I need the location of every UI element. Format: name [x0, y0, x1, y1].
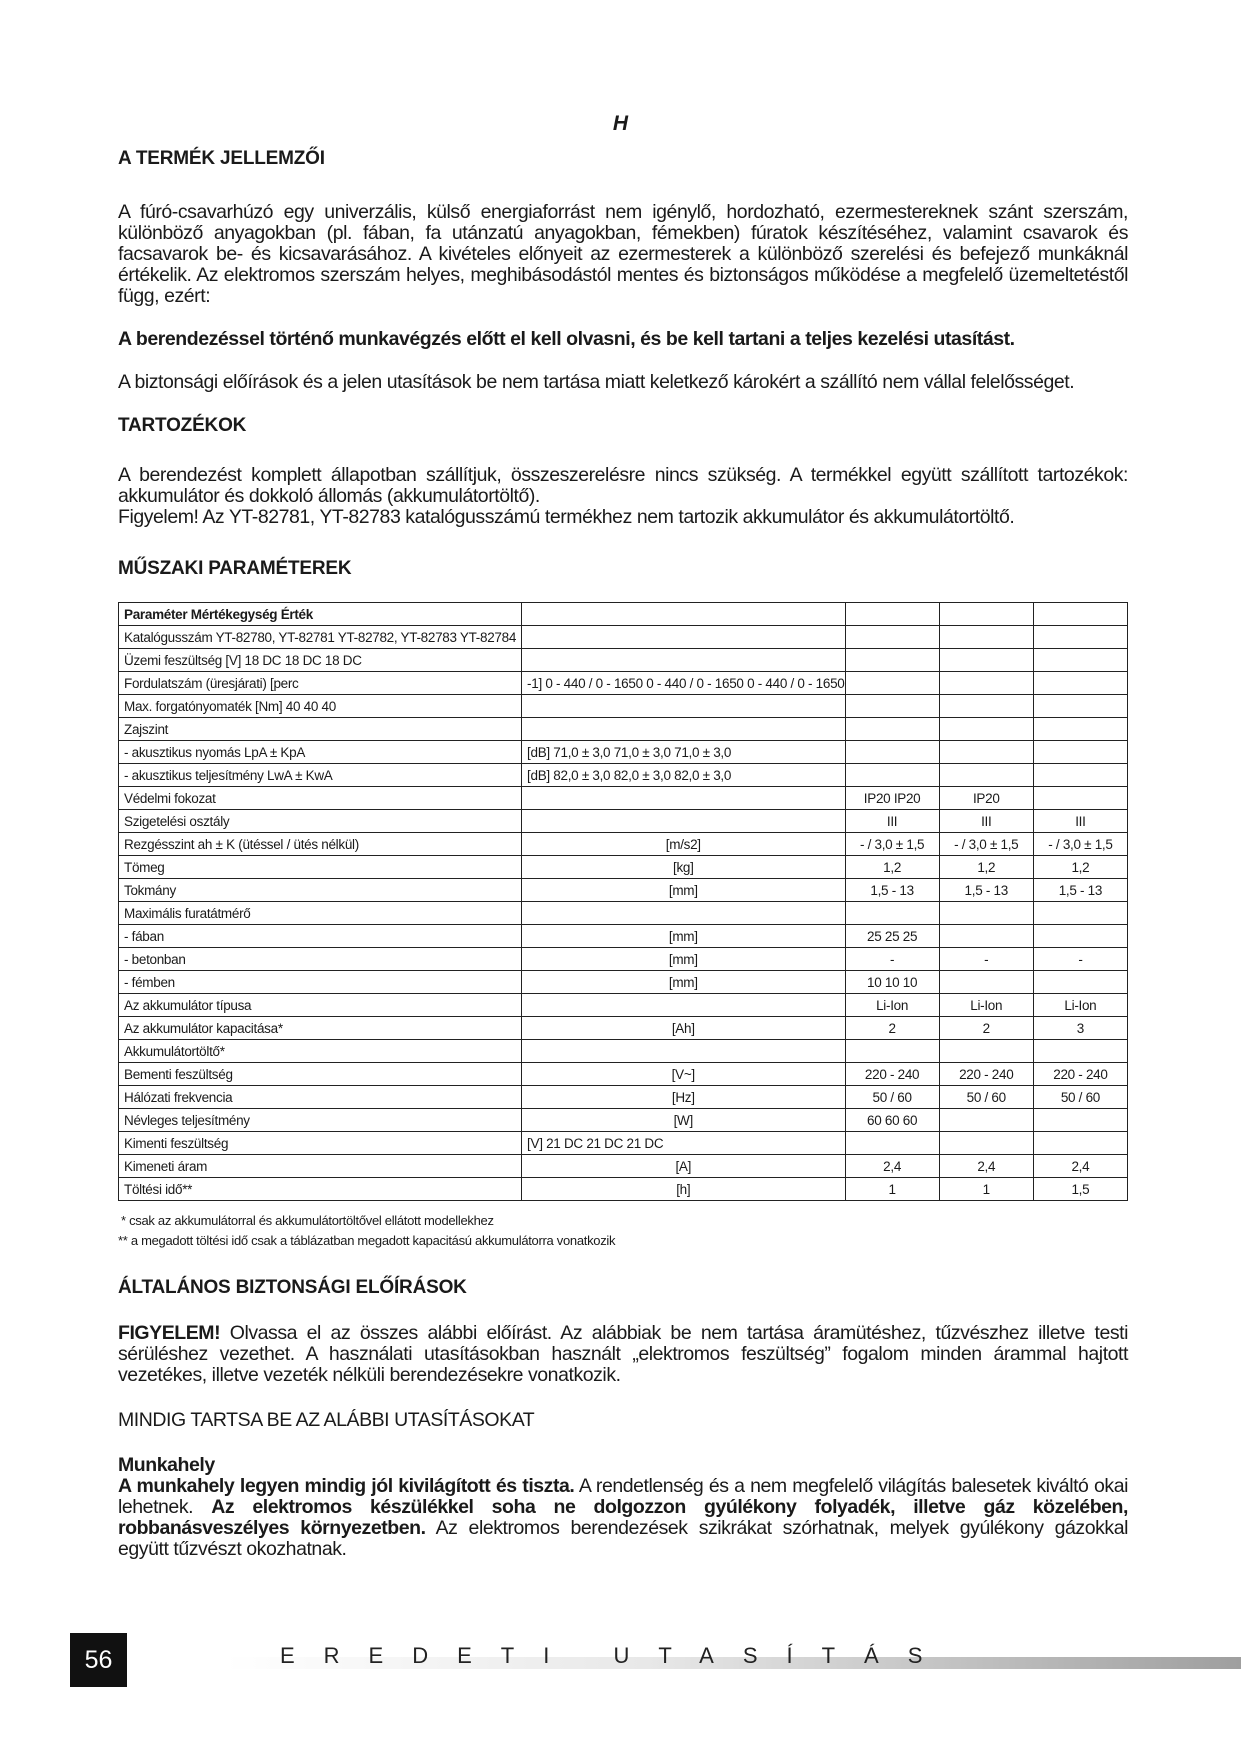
product-warning: A berendezéssel történő munkavégzés előtt el kell olvasni, és be kell tartani a teljes kezelési utasítást.	[118, 328, 1015, 350]
table-cell: Szigetelési osztály	[119, 810, 522, 833]
table-cell: [mm]	[522, 925, 845, 948]
safety-warning-text: Olvassa el az összes alábbi előírást. Az alábbiak be nem tartása áramütéshez, tűzvészhez illetve testi sérüléshez vezethet. A használati utasításokban használt „elektromos feszültség” fogalom minden árammal hajtott vezetékes, illetve vezeték nélküli berendezésekre vonatkozik.	[118, 1322, 1128, 1386]
table-cell: - akusztikus nyomás LpA ± KpA	[119, 741, 522, 764]
table-row	[119, 856, 1128, 879]
table-cell: 3	[1033, 1017, 1127, 1040]
table-cell	[845, 626, 939, 649]
table-row	[119, 1063, 1128, 1086]
table-cell: Li-Ion	[939, 994, 1033, 1017]
table-cell	[522, 649, 845, 672]
table-cell: Védelmi fokozat	[119, 787, 522, 810]
table-cell	[1033, 971, 1127, 994]
table-cell: 1,5 - 13	[1033, 879, 1127, 902]
table-cell: Kimeneti áram	[119, 1155, 522, 1178]
table-cell	[1033, 603, 1127, 626]
table-cell	[845, 603, 939, 626]
table-cell	[939, 672, 1033, 695]
table-cell	[522, 810, 845, 833]
table-cell: 1	[939, 1178, 1033, 1201]
table-cell: Li-Ion	[845, 994, 939, 1017]
table-cell	[939, 971, 1033, 994]
table-cell: 50 / 60	[845, 1086, 939, 1109]
table-row	[119, 902, 1128, 925]
table-cell: [mm]	[522, 879, 845, 902]
table-row	[119, 1017, 1128, 1040]
table-cell: 1,2	[1033, 856, 1127, 879]
table-row	[119, 1040, 1128, 1063]
table-cell: 1,2	[939, 856, 1033, 879]
table-cell	[939, 649, 1033, 672]
table-cell: Üzemi feszültség [V] 18 DC 18 DC 18 DC	[119, 649, 522, 672]
table-cell: 50 / 60	[939, 1086, 1033, 1109]
table-cell: [mm]	[522, 971, 845, 994]
table-cell: [dB] 71,0 ± 3,0 71,0 ± 3,0 71,0 ± 3,0	[522, 741, 845, 764]
table-cell: Kimenti feszültség	[119, 1132, 522, 1155]
table-cell	[522, 603, 845, 626]
page-content	[118, 148, 1128, 1560]
accessories-title: TARTOZÉKOK	[118, 415, 247, 436]
table-cell	[939, 764, 1033, 787]
table-row	[119, 1086, 1128, 1109]
table-cell	[939, 695, 1033, 718]
table-cell: Hálózati frekvencia	[119, 1086, 522, 1109]
table-cell	[522, 1040, 845, 1063]
table-cell: [A]	[522, 1155, 845, 1178]
safety-warning	[118, 1323, 1128, 1386]
product-title: A TERMÉK JELLEMZŐI	[118, 148, 325, 169]
parameter-table	[118, 602, 1128, 1201]
table-cell: Li-Ion	[1033, 994, 1127, 1017]
table-cell	[939, 1132, 1033, 1155]
table-row	[119, 1109, 1128, 1132]
table-cell	[522, 718, 845, 741]
workplace-text-1: A rendetlenség és a nem megfelelő világítás balesetek kiváltó okai lehetnek.	[118, 1475, 1128, 1518]
liability-paragraph: A biztonsági előírások és a jelen utasítások be nem tartása miatt keletkező károkért a szállító nem vállal felelősséget.	[118, 371, 1075, 393]
page-number: 56	[70, 1633, 127, 1687]
table-cell	[939, 925, 1033, 948]
table-cell: -	[1033, 948, 1127, 971]
table-cell	[845, 672, 939, 695]
table-cell: 1	[845, 1178, 939, 1201]
table-cell: 2,4	[939, 1155, 1033, 1178]
product-paragraph: A fúró-csavarhúzó egy univerzális, külső energiaforrást nem igénylő, hordozható, ezermestereknek szánt szerszám, különböző anyagokban (pl. fában, fa utánzatú anyagokban, fémekben) fúratok készítéséhez, valamint csavarok és facsavarok be- és kicsavarásához. A kivételes előnyeit az ezermesterek a különböző szerelési és befejező munkáknál értékelik. Az elektromos szerszám helyes, meghibásodástól mentes és biztonságos működése a megfelelő üzemeltetéstől függ, ezért:	[118, 201, 1128, 307]
table-cell	[1033, 1132, 1127, 1155]
table-cell	[1033, 902, 1127, 925]
table-cell	[1033, 649, 1127, 672]
table-row	[119, 994, 1128, 1017]
table-cell: - fémben	[119, 971, 522, 994]
workplace-paragraph	[118, 1476, 1128, 1560]
table-row	[119, 741, 1128, 764]
table-cell: Rezgésszint ah ± K (ütéssel / ütés nélkül)	[119, 833, 522, 856]
table-cell: Az akkumulátor kapacitása*	[119, 1017, 522, 1040]
table-cell: 2	[845, 1017, 939, 1040]
table-cell	[1033, 741, 1127, 764]
technical-title: MŰSZAKI PARAMÉTEREK	[118, 558, 352, 579]
accessories-note: Figyelem! Az YT-82781, YT-82783 katalógusszámú termékhez nem tartozik akkumulátor és akkumulátortöltő.	[118, 506, 1015, 528]
table-cell: Névleges teljesítmény	[119, 1109, 522, 1132]
table-row	[119, 695, 1128, 718]
workplace-bold-2: Az elektromos készülékkel soha ne dolgozzon gyúlékony folyadék, illetve gáz közelében, robbanásveszélyes környezetben.	[118, 1496, 1128, 1539]
table-row	[119, 718, 1128, 741]
table-row	[119, 764, 1128, 787]
table-row	[119, 833, 1128, 856]
accessories-paragraph: A berendezést komplett állapotban szállítjuk, összeszerelésre nincs szükség. A termékkel együtt szállított tartozékok: akkumulátor és dokkoló állomás (akkumulátortöltő).	[118, 464, 1128, 507]
table-cell	[845, 1132, 939, 1155]
table-cell	[939, 718, 1033, 741]
table-row	[119, 925, 1128, 948]
table-cell: Tömeg	[119, 856, 522, 879]
table-cell: 25 25 25	[845, 925, 939, 948]
always-follow: MINDIG TARTSA BE AZ ALÁBBI UTASÍTÁSOKAT	[118, 1409, 535, 1431]
table-cell: [V] 21 DC 21 DC 21 DC	[522, 1132, 845, 1155]
table-cell	[939, 626, 1033, 649]
table-cell	[845, 1040, 939, 1063]
workplace-bold-1: A munkahely legyen mindig jól kivilágított és tiszta.	[118, 1475, 575, 1497]
table-cell	[845, 718, 939, 741]
table-cell: III	[845, 810, 939, 833]
page-footer	[70, 1633, 1210, 1687]
table-cell: 220 - 240	[1033, 1063, 1127, 1086]
table-cell: 1,5	[1033, 1178, 1127, 1201]
table-note-2: ** a megadott töltési idő csak a táblázatban megadott kapacitású akkumulátorra vonatkozik	[118, 1233, 616, 1248]
table-cell: 2,4	[1033, 1155, 1127, 1178]
table-cell: - / 3,0 ± 1,5	[1033, 833, 1127, 856]
table-cell	[845, 902, 939, 925]
table-cell	[522, 787, 845, 810]
table-cell: [kg]	[522, 856, 845, 879]
table-cell	[1033, 718, 1127, 741]
table-cell	[522, 626, 845, 649]
table-cell: Bementi feszültség	[119, 1063, 522, 1086]
table-cell: Zajszint	[119, 718, 522, 741]
table-cell: Maximális furatátmérő	[119, 902, 522, 925]
table-row	[119, 1132, 1128, 1155]
table-cell	[845, 764, 939, 787]
table-cell: III	[939, 810, 1033, 833]
table-cell: - akusztikus teljesítmény LwA ± KwA	[119, 764, 522, 787]
parameter-table-body	[119, 603, 1128, 1201]
table-cell	[939, 1040, 1033, 1063]
table-notes	[118, 1211, 1128, 1251]
table-cell	[845, 741, 939, 764]
table-row	[119, 1178, 1128, 1201]
table-cell: IP20 IP20	[845, 787, 939, 810]
table-row	[119, 672, 1128, 695]
table-cell: 220 - 240	[939, 1063, 1033, 1086]
table-cell: [Ah]	[522, 1017, 845, 1040]
table-cell: Az akkumulátor típusa	[119, 994, 522, 1017]
table-row	[119, 603, 1128, 626]
table-row	[119, 879, 1128, 902]
table-cell: [V~]	[522, 1063, 845, 1086]
table-cell	[1033, 672, 1127, 695]
table-cell: [Hz]	[522, 1086, 845, 1109]
table-row	[119, 810, 1128, 833]
workplace-text-2: Az elektromos berendezések szikrákat szórhatnak, melyek gyúlékony gázokkal együtt tűzvészt okozhatnak.	[118, 1517, 1128, 1560]
table-cell: -1] 0 - 440 / 0 - 1650 0 - 440 / 0 - 1650 0 - 440 / 0 - 1650	[522, 672, 845, 695]
table-row	[119, 1155, 1128, 1178]
table-cell: 1,5 - 13	[939, 879, 1033, 902]
table-cell	[939, 741, 1033, 764]
table-cell	[939, 902, 1033, 925]
table-cell: Akkumulátortöltő*	[119, 1040, 522, 1063]
safety-warning-lead: FIGYELEM!	[118, 1322, 221, 1344]
table-cell	[1033, 764, 1127, 787]
table-cell: Max. forgatónyomaték [Nm] 40 40 40	[119, 695, 522, 718]
table-cell: 2,4	[845, 1155, 939, 1178]
table-cell	[939, 1109, 1033, 1132]
table-row	[119, 626, 1128, 649]
table-cell: III	[1033, 810, 1127, 833]
table-cell: [h]	[522, 1178, 845, 1201]
table-cell: [mm]	[522, 948, 845, 971]
table-cell: Paraméter Mértékegység Érték	[119, 603, 522, 626]
table-cell: 10 10 10	[845, 971, 939, 994]
table-cell	[1033, 695, 1127, 718]
table-cell: 50 / 60	[1033, 1086, 1127, 1109]
table-cell: Katalógusszám YT-82780, YT-82781 YT-82782, YT-82783 YT-82784	[119, 626, 522, 649]
table-row	[119, 948, 1128, 971]
table-cell: [m/s2]	[522, 833, 845, 856]
table-cell: - / 3,0 ± 1,5	[845, 833, 939, 856]
table-cell: -	[845, 948, 939, 971]
table-cell: - / 3,0 ± 1,5	[939, 833, 1033, 856]
table-cell: -	[939, 948, 1033, 971]
table-cell: 60 60 60	[845, 1109, 939, 1132]
table-cell: Fordulatszám (üresjárati) [perc	[119, 672, 522, 695]
table-cell	[522, 994, 845, 1017]
table-cell: 220 - 240	[845, 1063, 939, 1086]
table-cell	[845, 695, 939, 718]
table-cell: 1,5 - 13	[845, 879, 939, 902]
safety-title: ÁLTALÁNOS BIZTONSÁGI ELŐÍRÁSOK	[118, 1277, 467, 1298]
table-cell: [W]	[522, 1109, 845, 1132]
table-row	[119, 971, 1128, 994]
table-row	[119, 649, 1128, 672]
table-cell: 2	[939, 1017, 1033, 1040]
table-cell: - fában	[119, 925, 522, 948]
table-note-1: * csak az akkumulátorral és akkumulátortöltővel ellátott modellekhez	[121, 1213, 494, 1228]
table-cell	[939, 603, 1033, 626]
table-cell: - betonban	[119, 948, 522, 971]
table-cell	[522, 902, 845, 925]
table-cell	[1033, 1109, 1127, 1132]
table-cell	[845, 649, 939, 672]
table-cell: Töltési idő**	[119, 1178, 522, 1201]
table-cell	[1033, 1040, 1127, 1063]
workplace-title: Munkahely	[118, 1454, 215, 1476]
table-cell	[1033, 787, 1127, 810]
footer-text: EREDETI UTASÍTÁS	[280, 1643, 952, 1668]
table-cell: Tokmány	[119, 879, 522, 902]
table-cell: 1,2	[845, 856, 939, 879]
table-row	[119, 787, 1128, 810]
table-cell	[1033, 925, 1127, 948]
table-cell	[522, 695, 845, 718]
language-marker: H	[612, 112, 629, 135]
table-cell: IP20	[939, 787, 1033, 810]
table-cell: [dB] 82,0 ± 3,0 82,0 ± 3,0 82,0 ± 3,0	[522, 764, 845, 787]
table-cell	[1033, 626, 1127, 649]
